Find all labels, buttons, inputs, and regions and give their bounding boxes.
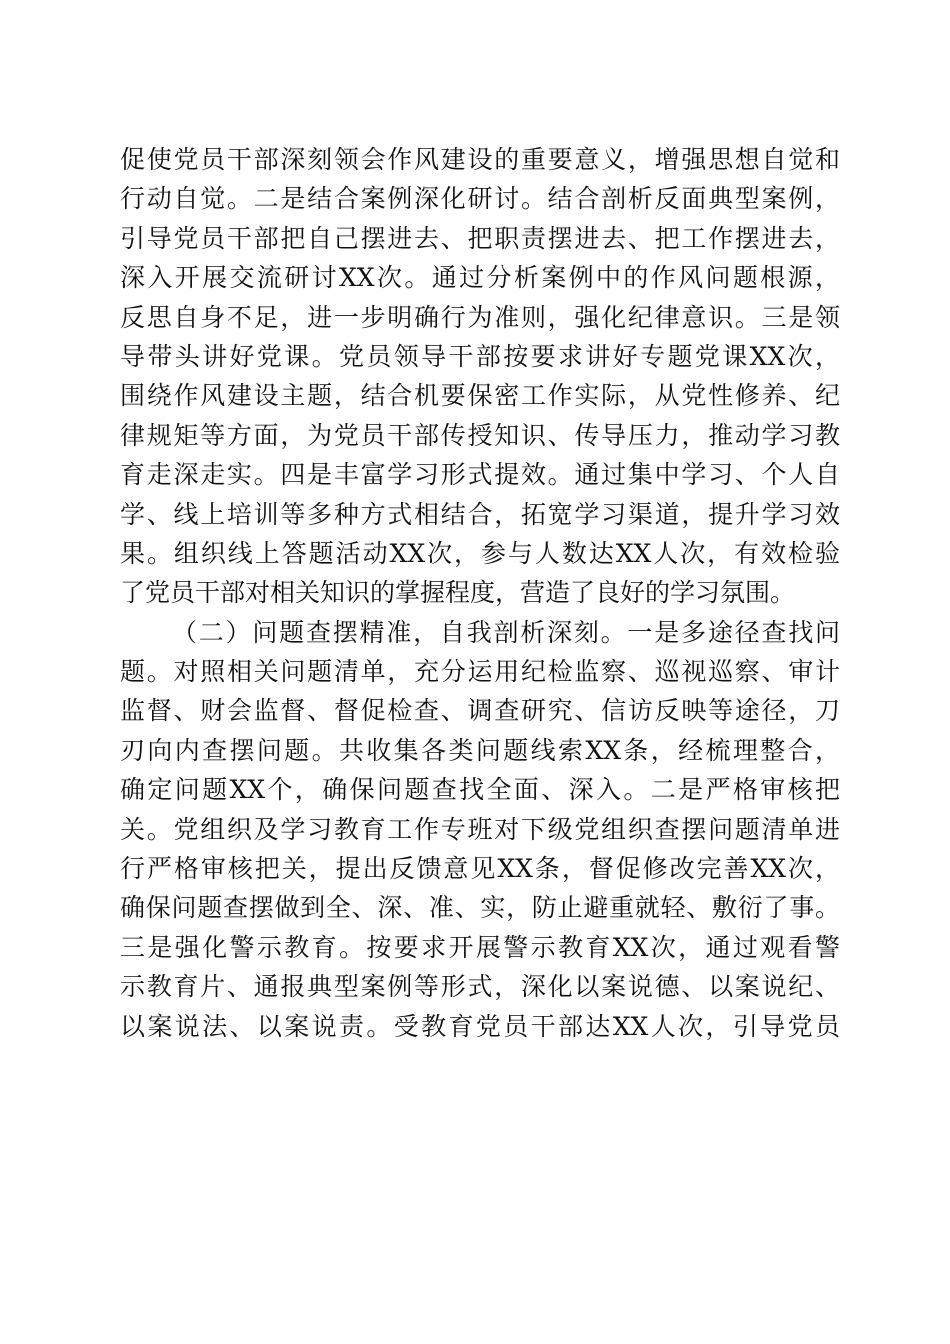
text-line: 三是强化警示教育。按要求开展警示教育XX次，通过观看警 — [120, 932, 840, 962]
text-line: 深入开展交流研讨XX次。通过分析案例中的作风问题根源， — [120, 263, 840, 293]
text-line: 行动自觉。二是结合案例深化研讨。结合剖析反面典型案例， — [120, 184, 840, 214]
text-line: 题。对照相关问题清单，充分运用纪检监察、巡视巡察、审计 — [120, 657, 840, 687]
body-text — [120, 140, 840, 1046]
text-line: 律规矩等方面，为党员干部传授知识、传导压力，推动学习教 — [120, 420, 840, 450]
text-line: 了党员干部对相关知识的掌握程度，营造了良好的学习氛围。 — [120, 578, 796, 608]
text-line: 确保问题查摆做到全、深、准、实，防止避重就轻、敷衍了事。 — [120, 893, 840, 923]
text-line: 引导党员干部把自己摆进去、把职责摆进去、把工作摆进去， — [120, 223, 840, 253]
text-line: 围绕作风建设主题，结合机要保密工作实际，从党性修养、纪 — [120, 381, 840, 411]
paragraph-1 — [120, 140, 840, 613]
text-line: 反思自身不足，进一步明确行为准则，强化纪律意识。三是领 — [120, 302, 840, 332]
text-line: 监督、财会监督、督促检查、调查研究、信访反映等途径，刀 — [120, 696, 840, 726]
section-heading-line: （二）问题查摆精准，自我剖析深刻。一是多途径查找问 — [172, 617, 840, 647]
text-line: 确定问题XX个，确保问题查找全面、深入。二是严格审核把 — [120, 775, 840, 805]
text-line: 示教育片、通报典型案例等形式，深化以案说德、以案说纪、 — [120, 972, 840, 1002]
text-line: 以案说法、以案说责。受教育党员干部达XX人次，引导党员 — [120, 1011, 840, 1041]
text-line: 果。组织线上答题活动XX次，参与人数达XX人次，有效检验 — [120, 538, 840, 568]
text-line: 育走深走实。四是丰富学习形式提效。通过集中学习、个人自 — [120, 460, 840, 490]
text-line: 刃向内查摆问题。共收集各类问题线索XX条，经梳理整合， — [120, 735, 840, 765]
text-line: 行严格审核把关，提出反馈意见XX条，督促修改完善XX次， — [120, 854, 840, 884]
text-line: 学、线上培训等多种方式相结合，拓宽学习渠道，提升学习效 — [120, 499, 840, 529]
text-line: 促使党员干部深刻领会作风建设的重要意义，增强思想自觉和 — [120, 145, 840, 174]
text-line: 导带头讲好党课。党员领导干部按要求讲好专题党课XX次， — [120, 341, 840, 371]
text-line: 关。党组织及学习教育工作专班对下级党组织查摆问题清单进 — [120, 814, 840, 844]
paragraph-2 — [120, 613, 840, 1046]
